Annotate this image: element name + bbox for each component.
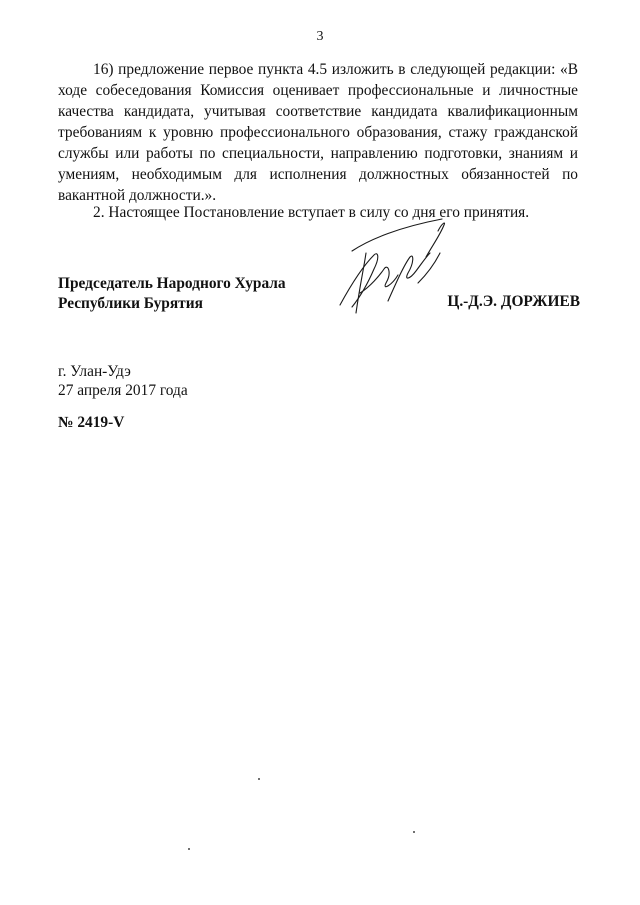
signature-stroke	[340, 254, 378, 307]
place: г. Улан-Удэ	[58, 363, 131, 380]
date: 27 апреля 2017 года	[58, 382, 188, 399]
place-and-date	[58, 362, 188, 400]
signer-position-line-2: Республики Бурятия	[58, 295, 203, 312]
effective-clause-paragraph: 2. Настоящее Постановление вступает в силу со дня его принятия.	[93, 204, 530, 221]
page-number: 3	[316, 29, 324, 44]
signature-stroke	[356, 253, 366, 313]
scan-speck	[413, 831, 415, 833]
signature-stroke	[352, 219, 442, 251]
scan-speck	[188, 848, 190, 850]
signature-block	[58, 274, 580, 334]
signature-stroke	[426, 223, 445, 257]
document-number: № 2419-V	[58, 414, 125, 431]
signer-position-line-1: Председатель Народного Хурала	[58, 275, 286, 292]
signer-position	[58, 274, 286, 314]
handwritten-signature	[330, 213, 460, 323]
signature-stroke	[418, 253, 440, 283]
scan-speck	[258, 778, 260, 780]
amendment-paragraph-16: 16) предложение первое пункта 4.5 изложить в следующей редакции: «В ходе собеседования Комиссия оценивает профессиональные и личностные качества кандидата, учитывая соответствие кандидата квалификационным требованиям к уровню профессионального образования, стажу гражданской службы или работы по специальности, направлению подготовки, знаниям и умениям, необходимым для исполнения должностных обязанностей по вакантной должности.».	[58, 61, 578, 204]
signer-name: Ц.-Д.Э. ДОРЖИЕВ	[447, 293, 580, 310]
signature-stroke	[360, 267, 398, 293]
